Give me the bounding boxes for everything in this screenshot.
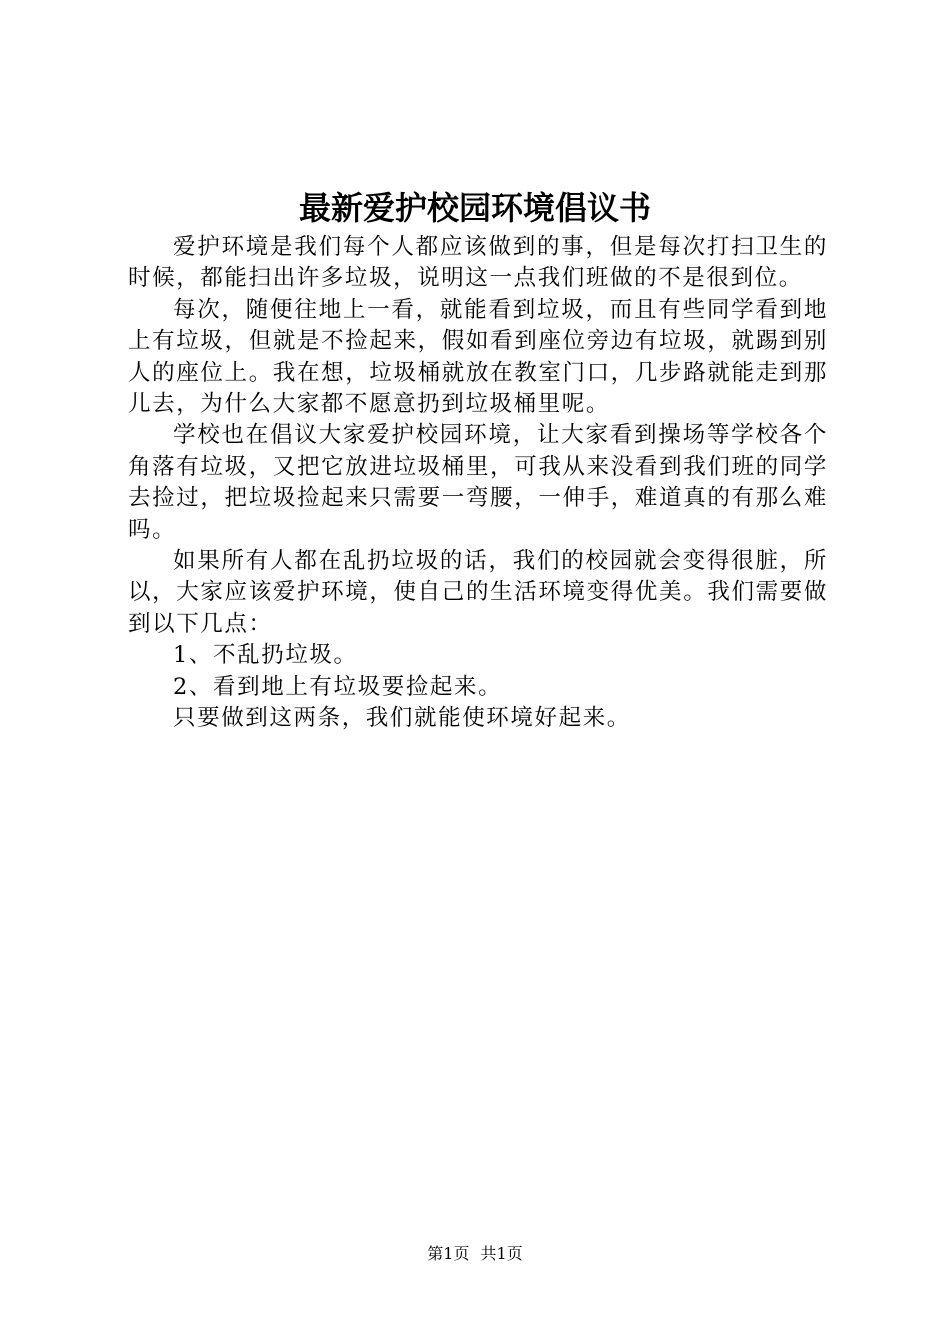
paragraph: 爱护环境是我们每个人都应该做到的事，但是每次打扫卫生的时候，都能扫出许多垃圾，说明这一点我们班做的不是很到位。 [128, 234, 828, 292]
paragraph: 只要做到这两条，我们就能使环境好起来。 [173, 705, 631, 732]
list-item: 1、不乱扔垃圾。 [173, 642, 358, 669]
page-number: 第1页 [427, 1244, 470, 1263]
paragraph: 学校也在倡议大家爱护校园环境，让大家看到操场等学校各个角落有垃圾，又把它放进垃圾桶里，可我从来没看到我们班的同学去捡过，把垃圾捡起来只需要一弯腰，一伸手，难道真的有那么难吗。 [128, 422, 828, 543]
paragraph: 如果所有人都在乱扔垃圾的话，我们的校园就会变得很脏，所以，大家应该爱护环境，使自己的生活环境变得优美。我们需要做到以下几点： [128, 548, 828, 637]
document-body [128, 232, 828, 735]
page-footer [0, 1243, 950, 1265]
list-item: 2、看到地上有垃圾要捡起来。 [173, 673, 503, 700]
paragraph: 每次，随便往地上一看，就能看到垃圾，而且有些同学看到地上有垃圾，但就是不捡起来，假如看到座位旁边有垃圾，就踢到别人的座位上。我在想，垃圾桶就放在教室门口，几步路就能走到那儿去，为什么大家都不愿意扔到垃圾桶里呢。 [128, 296, 828, 418]
document-title: 最新爱护校园环境倡议书 [298, 189, 651, 227]
page-total: 共1页 [480, 1244, 523, 1263]
